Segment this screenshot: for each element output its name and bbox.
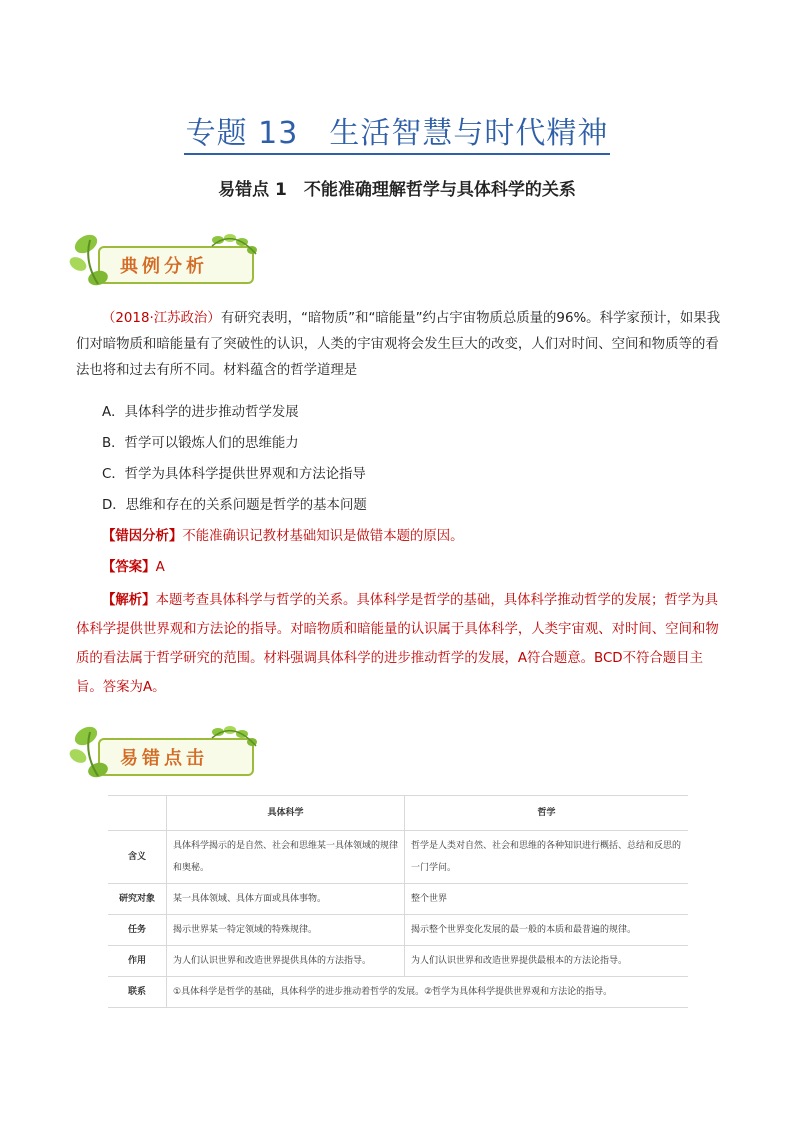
column-header-philosophy: 哲学 bbox=[405, 796, 689, 831]
table-row: 含义 具体科学揭示的是自然、社会和思维某一具体领域的规律和奥秘。 哲学是人类对自然、社会和思维的各种知识进行概括、总结和反思的一门学问。 bbox=[108, 831, 688, 884]
error-tips-banner bbox=[68, 720, 258, 782]
table-row: 作用 为人们认识世界和改造世界提供具体的方法指导。 为人们认识世界和改造世界提供最根本的方法论指导。 bbox=[108, 946, 688, 977]
option-d: D．思维和存在的关系问题是哲学的基本问题 bbox=[102, 498, 367, 513]
column-header-science: 具体科学 bbox=[167, 796, 405, 831]
page-title: 专题 13 生活智慧与时代精神 bbox=[0, 108, 794, 152]
leaf-decoration-icon bbox=[68, 228, 258, 290]
table-row: 研究对象 某一具体领域、具体方面或具体事物。 整个世界 bbox=[108, 884, 688, 915]
analysis: 【解析】本题考查具体科学与哲学的关系。具体科学是哲学的基础，具体科学推动哲学的发展；哲学为具体科学提供世界观和方法论的指导。对暗物质和暗能量的认识属于具体科学，人类宇宙观、对时间、空间和物质的看法属于哲学研究的范围。材料强调具体科学的进步推动哲学的发展，A符合题意。BCD不符合题目主旨。答案为A。 bbox=[76, 593, 719, 695]
option-a: A．具体科学的进步推动哲学发展 bbox=[102, 405, 299, 420]
error-analysis: 【错因分析】不能准确识记教材基础知识是做错本题的原因。 bbox=[102, 529, 464, 544]
table-row: 任务 揭示世界某一特定领域的特殊规律。 揭示整个世界变化发展的最一般的本质和最普遍的规律。 bbox=[108, 915, 688, 946]
question-stem: （2018·江苏政治）有研究表明，“暗物质”和“暗能量”约占宇宙物质总质量的96%。科学家预计，如果我们对暗物质和暗能量有了突破性的认识，人类的宇宙观将会发生巨大的改变，人们对时间、空间和物质等的看法也将和过去有所不同。材料蕴含的哲学道理是 bbox=[76, 311, 721, 378]
comparison-table bbox=[108, 795, 688, 1008]
option-c: C．哲学为具体科学提供世界观和方法论指导 bbox=[102, 467, 366, 482]
table-row: 联系 ①具体科学是哲学的基础，具体科学的进步推动着哲学的发展。②哲学为具体科学提供世界观和方法论的指导。 bbox=[108, 977, 688, 1008]
answer: 【答案】A bbox=[102, 560, 165, 575]
section-subtitle: 易错点 1 不能准确理解哲学与具体科学的关系 bbox=[218, 180, 576, 200]
table-header-row bbox=[108, 796, 688, 831]
banner-label: 典例分析 bbox=[120, 256, 208, 277]
banner-label: 易错点击 bbox=[120, 748, 208, 769]
leaf-decoration-icon bbox=[68, 720, 258, 782]
option-b: B．哲学可以锻炼人们的思维能力 bbox=[102, 436, 299, 451]
example-analysis-banner bbox=[68, 228, 258, 290]
question-source: （2018·江苏政治） bbox=[102, 311, 221, 326]
